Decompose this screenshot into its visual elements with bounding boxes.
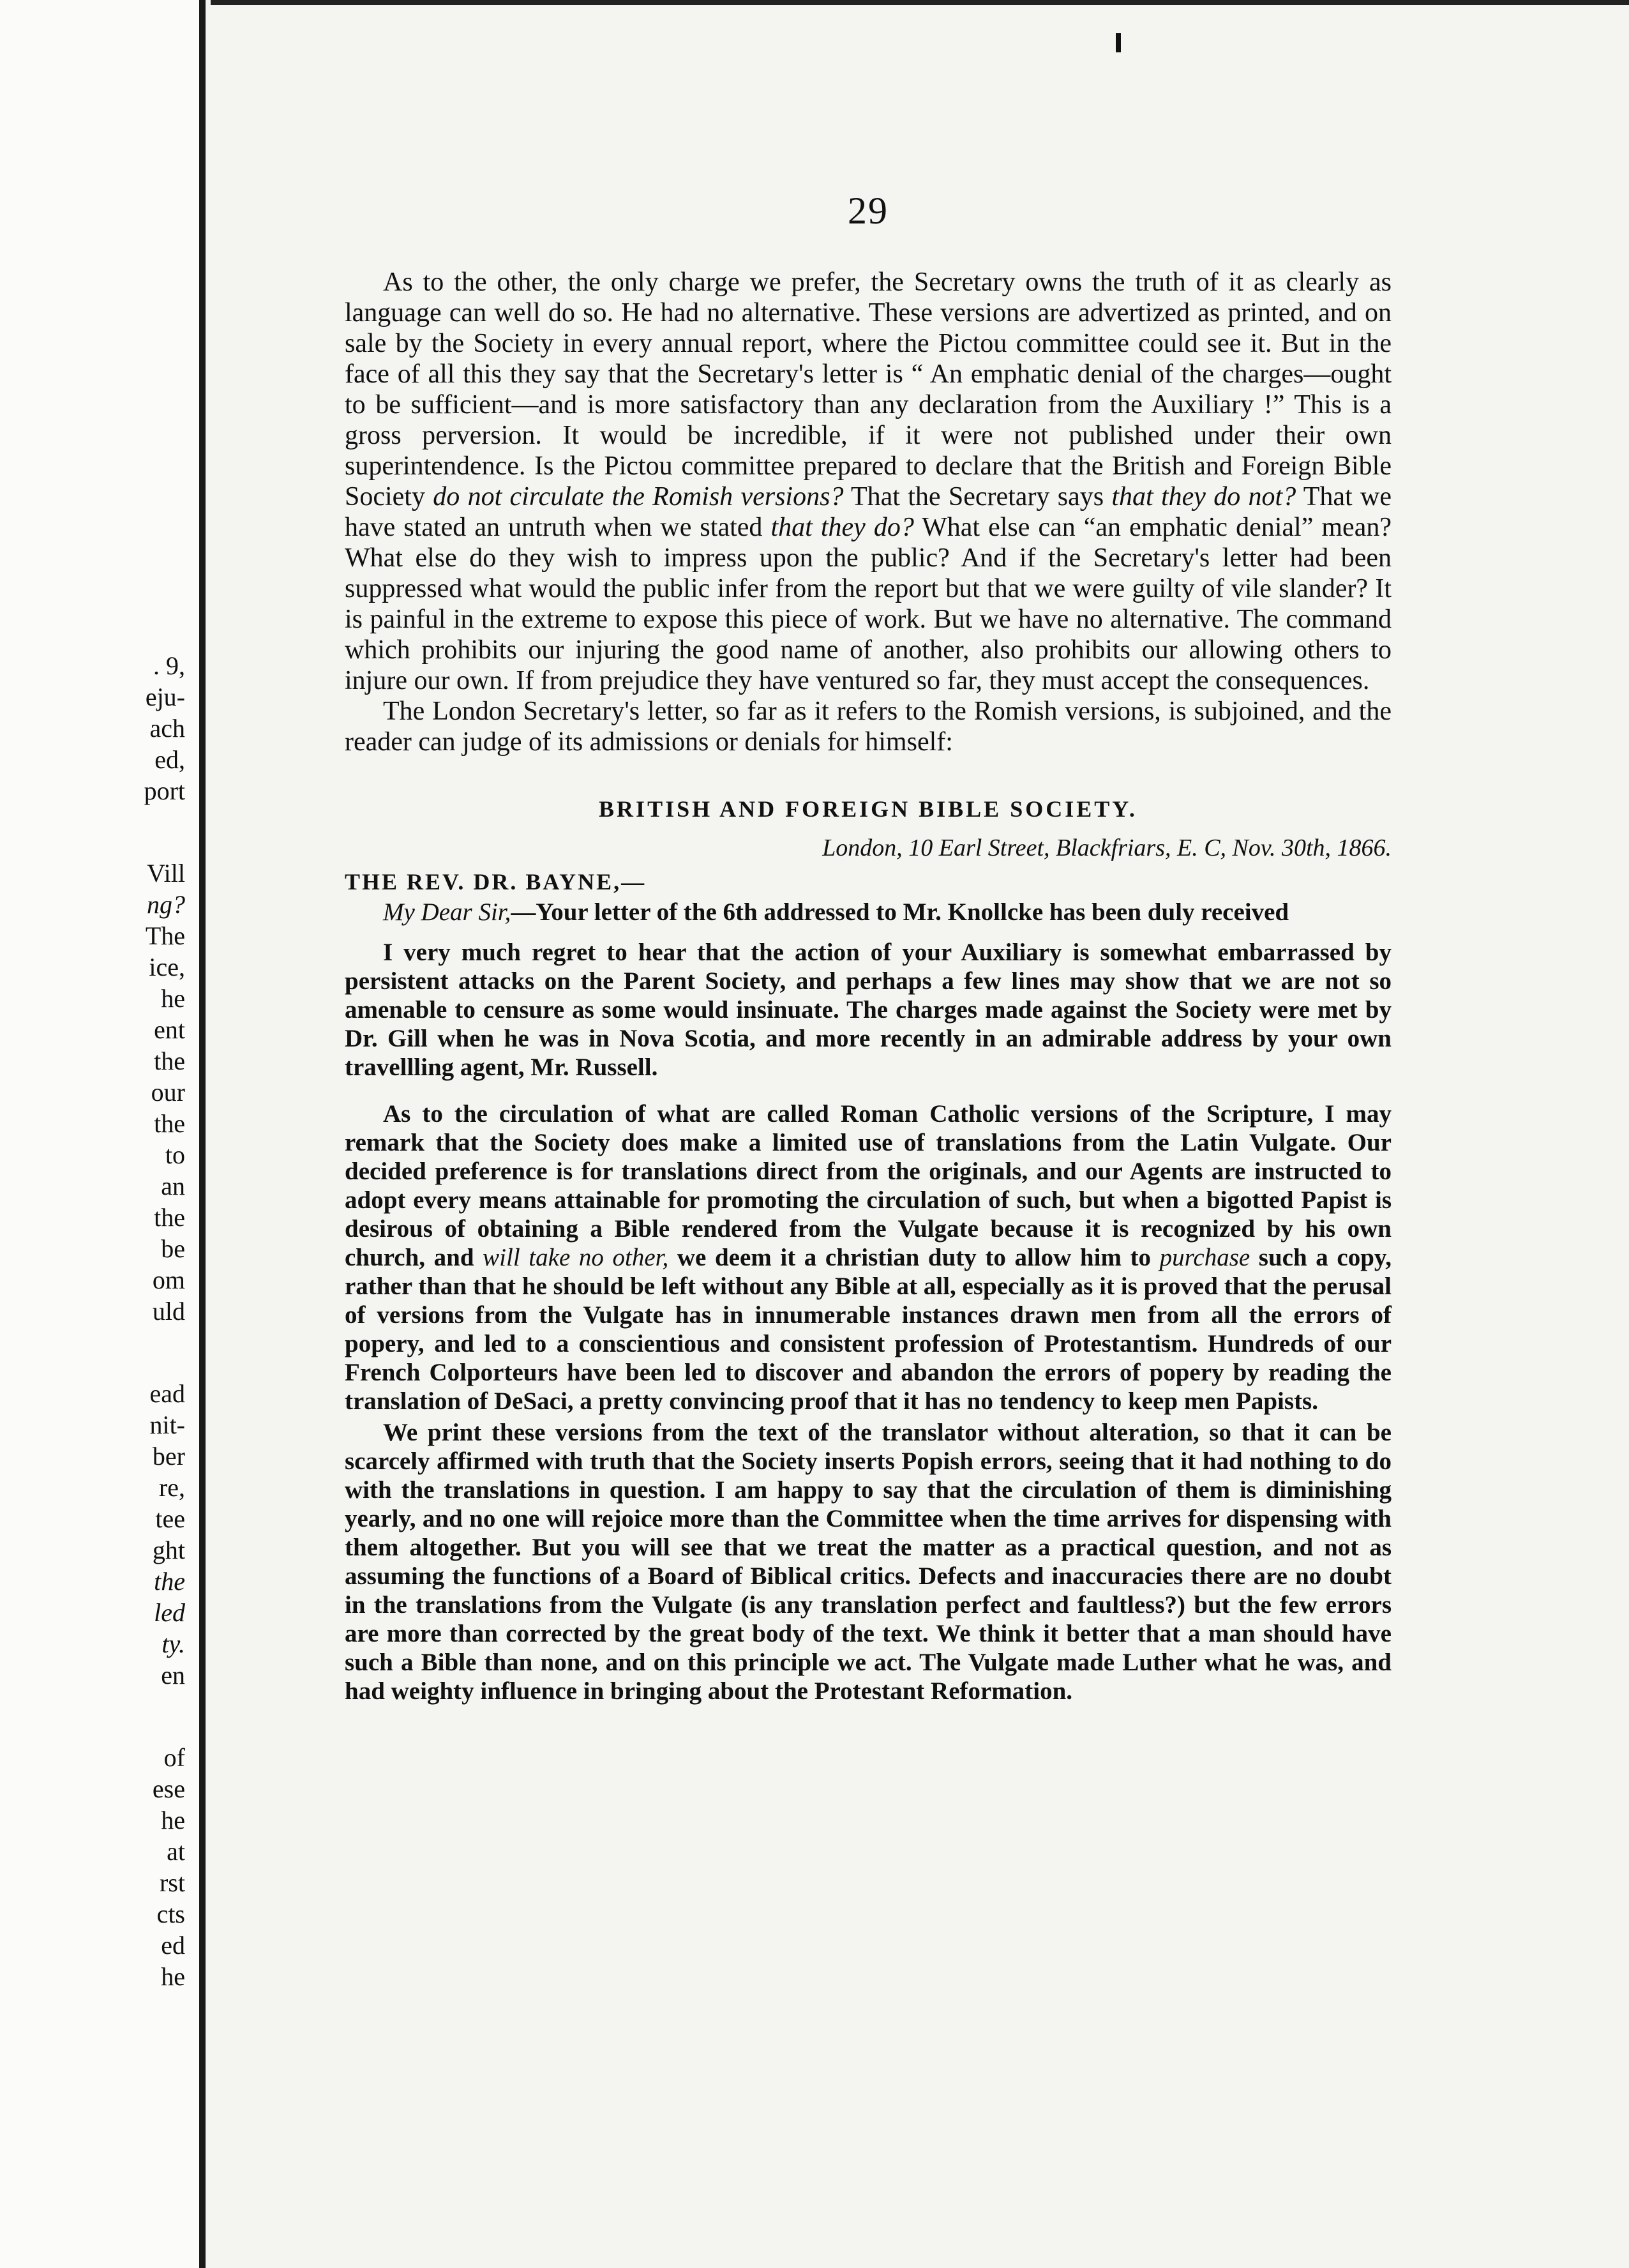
letter-salutation: THE REV. DR. BAYNE,— bbox=[345, 869, 647, 895]
facing-page-fragment: . 9, bbox=[153, 651, 185, 680]
body-paragraph-1 bbox=[345, 267, 1392, 696]
letter-paragraph-2 bbox=[345, 1100, 1392, 1416]
page-number: 29 bbox=[848, 190, 889, 232]
facing-page-fragment: the bbox=[154, 1567, 185, 1596]
facing-page-fragment: nit- bbox=[149, 1410, 185, 1439]
letter-dateline: London, 10 Earl Street, Blackfriars, E. C, Nov. 30th, 1866. bbox=[822, 835, 1392, 861]
text-run: As to the other, the only charge we prefer, the Secretary owns the truth of it as clearly as language can well do so. He had no alternative. These versions are advertized as printed, and on sale by the Society in every annual report, where the Pictou committee could see it. But in the face of all this they say that the Secretary's letter is “ An emphatic denial of the charges—ought to be sufficient—and is more satisfactory than any declaration from the Auxiliary !” This is a gross perversion. It would be incredible, if it were not published under their own superintendence. Is the Pictou committee prepared to declare that the British and Foreign Bible Society bbox=[345, 268, 1392, 511]
facing-page-fragment: The bbox=[145, 921, 185, 950]
facing-page-fragment: rst bbox=[160, 1868, 185, 1897]
facing-page-fragment: port bbox=[144, 776, 185, 805]
facing-page-fragment bbox=[0, 1327, 193, 1378]
facing-page-fragment: be bbox=[161, 1234, 185, 1263]
facing-page-fragment: tee bbox=[155, 1504, 185, 1533]
facing-page-fragment: ach bbox=[149, 714, 185, 743]
facing-page-fragment: ent bbox=[154, 1015, 185, 1044]
italic-run: that they do not? bbox=[1111, 482, 1296, 511]
ink-mark bbox=[1116, 33, 1121, 52]
facing-page-fragment: ed bbox=[161, 1931, 185, 1960]
facing-page-fragment: ed, bbox=[154, 745, 185, 774]
facing-page-fragment: he bbox=[161, 1806, 185, 1834]
facing-page-fragment: eju- bbox=[145, 683, 185, 711]
facing-page-fragment: Vill bbox=[147, 859, 185, 888]
facing-page-fragment bbox=[0, 806, 193, 858]
letter-paragraph-1: I very much regret to hear that the action of your Auxiliary is somewhat embarrassed by persistent attacks on the Parent Society, and perhaps a few lines may show that we are not so amenable to censure as some would insinuate. The charges made against the Society were met by Dr. Gill when he was in Nova Scotia, and more recently in an admirable address by your own travellling agent, Mr. Russell. bbox=[345, 939, 1392, 1081]
italic-run: do not circulate the Romish versions? bbox=[433, 482, 844, 511]
facing-page-fragment: at bbox=[167, 1837, 185, 1866]
facing-page-fragment: cts bbox=[156, 1900, 185, 1928]
letter-heading: BRITISH AND FOREIGN BIBLE SOCIETY. bbox=[599, 796, 1137, 822]
facing-page-fragment bbox=[0, 1691, 193, 1742]
page-content bbox=[345, 185, 1392, 1723]
facing-page-fragment: ice, bbox=[149, 953, 185, 981]
facing-page-fragment: the bbox=[154, 1047, 185, 1075]
letter-paragraph-3: We print these versions from the text of the translator without alteration, so that it can be scarcely affirmed with truth that the Society inserts Popish errors, seeing that it had nothing to do with the translations in question. I am happy to say that the circulation of them is diminishing yearly, and no one will rejoice more than the Committee when the time arrives for dispensing with them altogether. But you will see that we treat the matter as a practical question, and not as assuming the functions of a Board of Biblical critics. Defects and inaccuracies there are no doubt in the translations from the Vulgate (is any translation perfect and faultless?) but the few errors are more than corrected by the great body of the text. We think it better that a man should have such a Bible than none, and on this principle we act. The Vulgate made Luther what he was, and had weighty influence in bringing about the Protestant Reformation. bbox=[345, 1419, 1392, 1705]
italic-run: My Dear Sir, bbox=[383, 898, 511, 926]
facing-page-fragment: of bbox=[163, 1743, 185, 1772]
facing-page-edge bbox=[0, 0, 206, 2268]
text-run: As to the circulation of what are called Roman Catholic versions of the Scripture, I may remark that the Society does make a limited use of translations from the Latin Vulgate. Our decided preference is for translations direct from the originals, and our Agents are instructed to adopt every means attainable for promoting the circulation of such, but when a bigotted Papist is desirous of obtaining a Bible rendered from the Vulgate because it is recognized by his own church, and bbox=[345, 1100, 1392, 1271]
facing-page-text-fragments bbox=[0, 650, 193, 1992]
text-run: That we have stated an untruth when we stated bbox=[345, 482, 1392, 542]
facing-page-fragment: the bbox=[154, 1203, 185, 1232]
text-run: such a copy, rather than that he should be left without any Bible at all, especially as it is proved that the perusal of versions from the Vulgate has in innumerable instances drawn men from all the errors of popery, and led to a conscientious and consistent profession of Protestantism. Hundreds of our French Colporteurs have been led to discover and abandon the errors of popery by reading the translation of DeSaci, a pretty convincing proof that it has no tendency to keep men Papists. bbox=[345, 1244, 1392, 1415]
facing-page-fragment: an bbox=[161, 1172, 185, 1200]
facing-page-fragment: ty. bbox=[161, 1629, 185, 1658]
text-run: —Your letter of the 6th addressed to Mr. Knollcke has been duly received bbox=[511, 898, 1289, 926]
italic-run: will take no other, bbox=[483, 1244, 669, 1271]
facing-page-fragment: the bbox=[154, 1109, 185, 1138]
facing-page-fragment: led bbox=[154, 1598, 185, 1627]
letter-opening bbox=[345, 898, 1392, 926]
facing-page-fragment: he bbox=[161, 1962, 185, 1991]
italic-run: purchase bbox=[1159, 1244, 1250, 1271]
facing-page-fragment: en bbox=[161, 1661, 185, 1690]
italic-run: that they do? bbox=[770, 513, 914, 542]
facing-page-fragment: to bbox=[165, 1140, 185, 1169]
facing-page-fragment: om bbox=[152, 1266, 185, 1294]
text-run: What else can “an emphatic denial” mean? What else do they wish to impress upon the public? And if the Secretary's letter had been suppressed what would the public infer from the report but that we were guilty of vile slander? It is painful in the extreme to expose this piece of work. But we have no alternative. The command which prohibits our injuring the good name of another, also prohibits our allowing others to injure our own. If from prejudice they have ventured so far, they must accept the consequences. bbox=[345, 513, 1392, 695]
facing-page-fragment: ght bbox=[152, 1536, 185, 1564]
facing-page-fragment: ng? bbox=[147, 890, 185, 919]
facing-page-fragment: re, bbox=[158, 1473, 185, 1502]
top-border bbox=[211, 0, 1629, 5]
facing-page-fragment: ese bbox=[152, 1774, 185, 1803]
text-run: That the Secretary says bbox=[843, 482, 1112, 511]
facing-page-fragment: our bbox=[151, 1078, 185, 1107]
body-paragraph-2: The London Secretary's letter, so far as it refers to the Romish versions, is subjoined, and the reader can judge of its admissions or denials for himself: bbox=[345, 697, 1392, 757]
facing-page-fragment: uld bbox=[152, 1297, 185, 1326]
text-run: we deem it a christian duty to allow him to bbox=[668, 1244, 1160, 1271]
facing-page-fragment: ber bbox=[152, 1442, 185, 1470]
facing-page-fragment: ead bbox=[149, 1379, 185, 1408]
facing-page-fragment: he bbox=[161, 984, 185, 1013]
